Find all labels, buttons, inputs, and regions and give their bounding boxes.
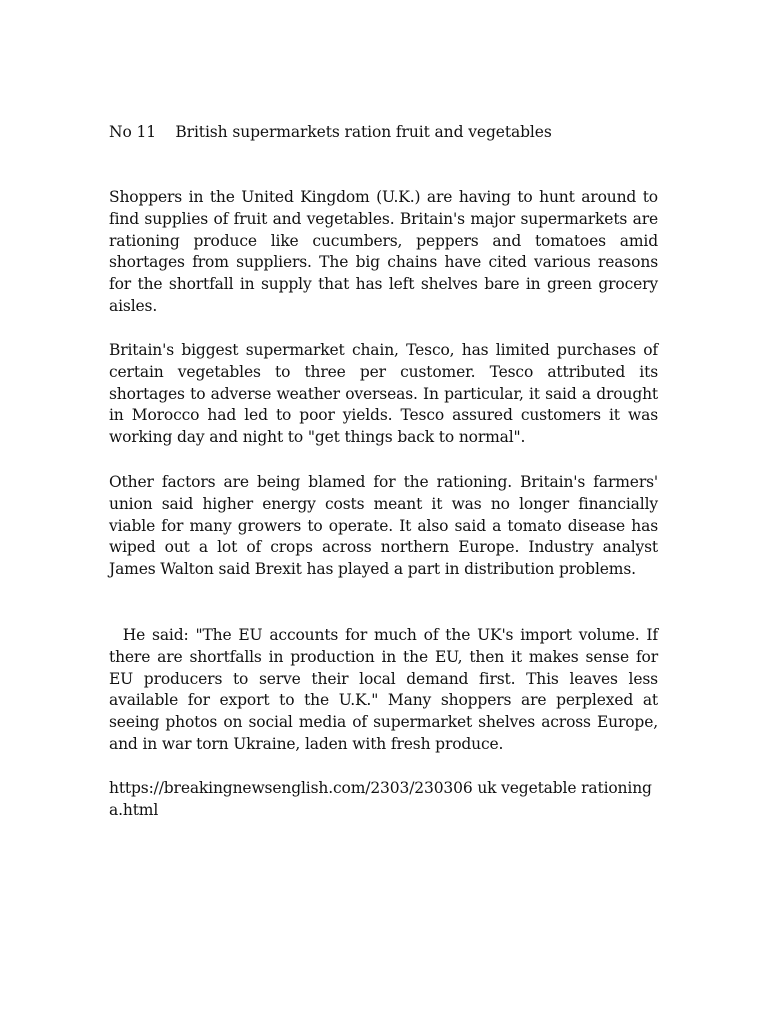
source-url: https://breakingnewsenglish.com/2303/230306 uk vegetable rationing a.html — [109, 779, 652, 819]
paragraph-quote — [109, 625, 658, 756]
paragraph-quote-text: He said: "The EU accounts for much of the UK's import volume. If there are shortfalls in production in the EU, then it makes sense for EU producers to serve their local demand first. This leaves less available for export to the U.K." Many shoppers are perplexed at seeing photos on social media of supermarket shelves across Europe, and in war torn Ukraine, laden with fresh produce. — [109, 626, 658, 753]
page-title: No 11 British supermarkets ration fruit and vegetables — [109, 123, 552, 141]
paragraph-tesco: Britain's biggest supermarket chain, Tesco, has limited purchases of certain vegetables to three per customer. Tesco attributed its shortages to adverse weather overseas. In particular, it said a drought in Morocco had led to poor yields. Tesco assured customers it was working day and night to "get things back to normal". — [109, 341, 658, 447]
paragraph-shoppers: Shoppers in the United Kingdom (U.K.) are having to hunt around to find supplies of fruit and vegetables. Britain's major supermarkets are rationing produce like cucumbers, peppers and tomatoes amid shortages from suppliers. The big chains have cited various reasons for the shortfall in supply that has left shelves bare in green grocery aisles. — [109, 188, 658, 315]
paragraph-other-factors: Other factors are being blamed for the rationing. Britain's farmers' union said higher energy costs meant it was no longer financially viable for many growers to operate. It also said a tomato disease has wiped out a lot of crops across northern Europe. Industry analyst James Walton said Brexit has played a part in distribution problems. — [109, 473, 658, 579]
